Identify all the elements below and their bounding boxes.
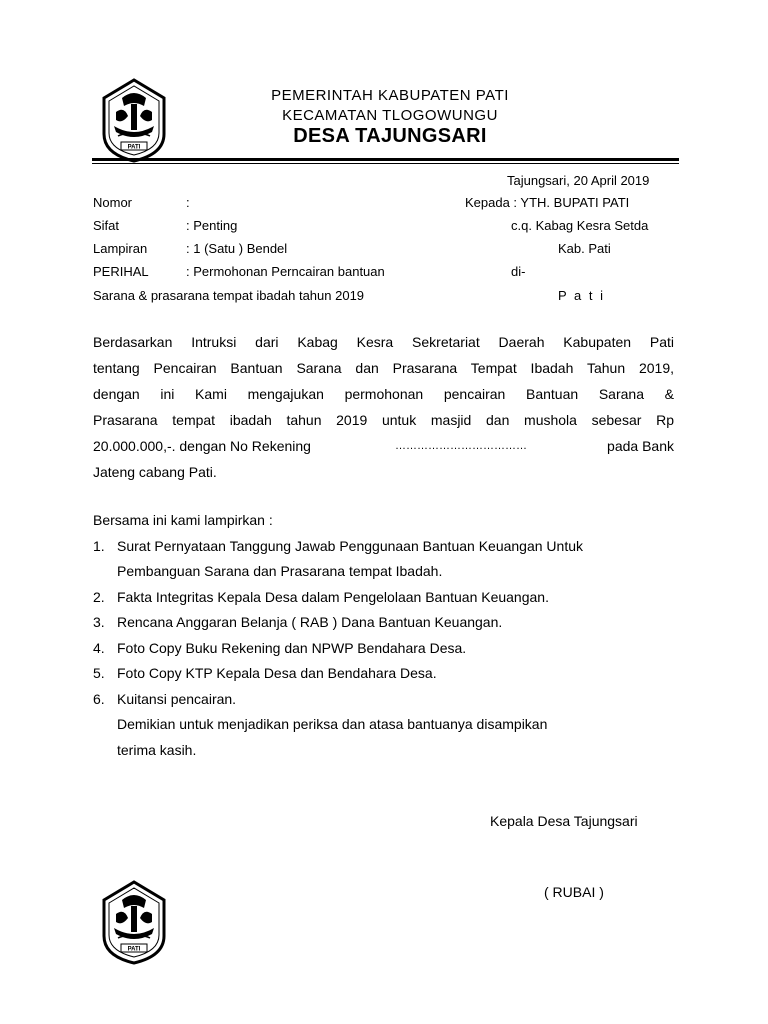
list-item-number: 5. [93, 665, 105, 681]
list-item-text: Surat Pernyataan Tanggung Jawab Penggunaan Bantuan Keuangan Untuk [117, 537, 583, 554]
letterhead-divider-thick [92, 158, 679, 161]
body-line: Prasarana tempat ibadah tahun 2019 untuk masjid dan mushola sebesar Rp [93, 412, 674, 428]
body-line: Jateng cabang Pati. [93, 464, 217, 480]
attachment-intro: Bersama ini kami lampirkan : [93, 512, 273, 528]
perihal-label: PERIHAL [93, 264, 149, 279]
account-number-dots: ……………………………… [395, 440, 527, 452]
signer-name: ( RUBAI ) [544, 884, 604, 900]
perihal-continuation: Sarana & prasarana tempat ibadah tahun 2019 [93, 288, 365, 303]
lampiran-value: : 1 (Satu ) Bendel [186, 241, 288, 256]
svg-text:PATI: PATI [127, 946, 141, 953]
list-item-text: Rencana Anggaran Belanja ( RAB ) Dana Bantuan Keuangan. [117, 614, 503, 630]
nomor-value: : [186, 195, 190, 210]
body-line: tentang Pencairan Bantuan Sarana dan Prasarana Tempat Ibadah Tahun 2019, [93, 360, 674, 376]
recipient-city: P a t i [558, 288, 606, 303]
list-item-number: 1. [93, 537, 105, 554]
list-item-number: 2. [93, 588, 105, 605]
regency-emblem-logo [94, 76, 174, 164]
list-item-number: 6. [93, 690, 105, 707]
list-item-continuation: Pembanguan Sarana dan Prasarana tempat Ibadah. [117, 563, 443, 579]
lampiran-label: Lampiran [93, 241, 148, 256]
list-item [93, 534, 693, 560]
list-item [93, 585, 693, 611]
letterhead-divider-thin [92, 163, 679, 164]
list-item-text: Foto Copy Buku Rekening dan NPWP Bendahara Desa. [117, 639, 467, 656]
recipient-kab: Kab. Pati [558, 241, 611, 256]
list-item-text: Fakta Integritas Kepala Desa dalam Pengelolaan Bantuan Keuangan. [117, 588, 549, 605]
signer-title: Kepala Desa Tajungsari [490, 813, 638, 829]
list-item [93, 687, 693, 713]
list-item-text: Foto Copy KTP Kepala Desa dan Bendahara Desa. [117, 665, 437, 681]
nomor-label: Nomor [93, 195, 133, 210]
closing-line: terima kasih. [117, 741, 197, 758]
list-item [93, 610, 693, 636]
recipient-kepada: Kepada : YTH. BUPATI PATI [465, 195, 630, 210]
regency-emblem-stamp [94, 878, 174, 966]
perihal-value: : Permohonan Perncairan bantuan [186, 264, 385, 279]
list-item [93, 661, 693, 687]
list-item [93, 636, 693, 662]
recipient-cq: c.q. Kabag Kesra Setda [511, 218, 649, 233]
body-line: dengan ini Kami mengajukan permohonan pencairan Bantuan Sarana & [93, 386, 674, 402]
list-item-number: 4. [93, 639, 105, 656]
letterhead-village-title: DESA TAJUNGSARI [293, 125, 487, 147]
list-item-text: Kuitansi pencairan. [117, 690, 237, 707]
closing-line: Demikian untuk menjadikan periksa dan atasa bantuanya disampikan [117, 716, 548, 732]
letterhead-government-line: PEMERINTAH KABUPATEN PATI [271, 87, 509, 104]
recipient-di: di- [511, 264, 526, 279]
place-date: Tajungsari, 20 April 2019 [507, 173, 650, 188]
sifat-label: Sifat [93, 218, 120, 233]
body-paragraph [93, 329, 674, 485]
svg-text:PATI: PATI [127, 144, 141, 151]
list-item-number: 3. [93, 614, 105, 630]
attachment-list [93, 508, 693, 763]
letterhead-district-line: KECAMATAN TLOGOWUNGU [282, 107, 498, 124]
body-line-account [93, 433, 674, 459]
bank-text: pada Bank [607, 438, 674, 454]
sifat-value: : Penting [186, 218, 238, 233]
body-line: Berdasarkan Intruksi dari Kabag Kesra Sekretariat Daerah Kabupaten Pati [93, 334, 674, 350]
account-text: 20.000.000,-. dengan No Rekening [93, 438, 311, 454]
